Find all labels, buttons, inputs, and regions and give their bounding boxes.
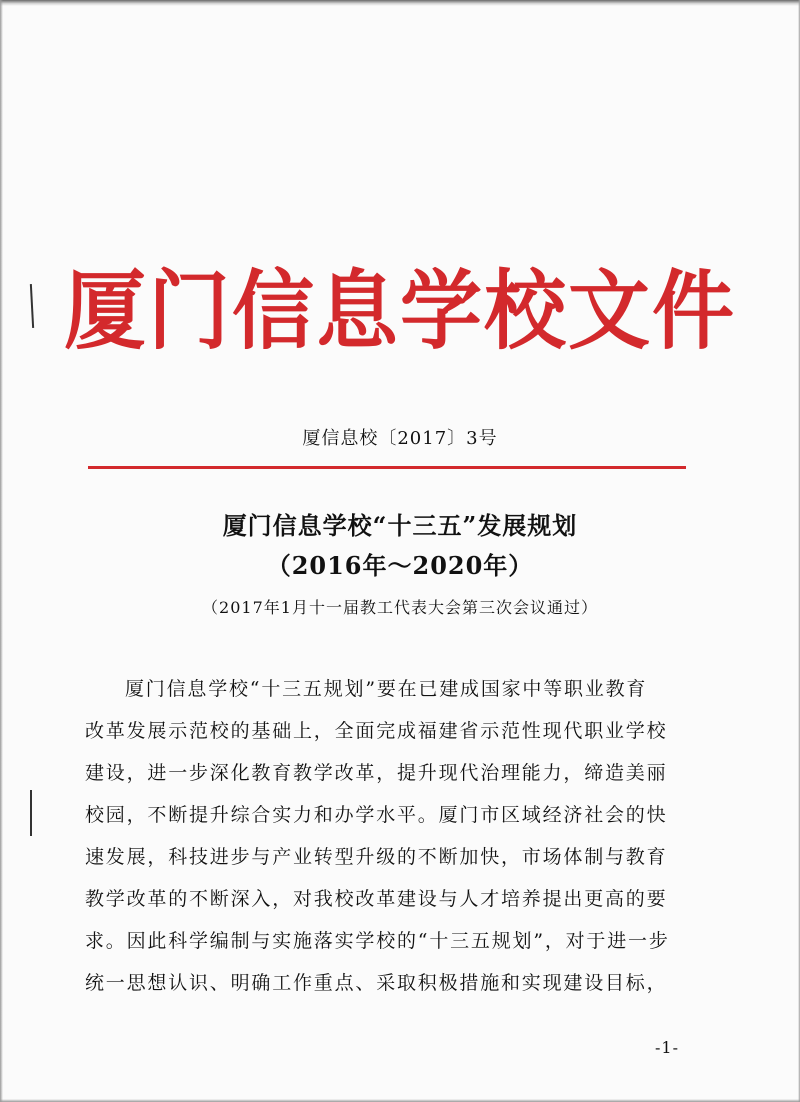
body-line: 校园，不断提升综合实力和办学水平。厦门市区域经济社会的快 [85,804,668,826]
body-line: 改革发展示范校的基础上，全面完成福建省示范性现代职业学校 [85,720,668,742]
body-line: 建设，进一步深化教育教学改革，提升现代治理能力，缔造美丽 [85,762,668,784]
margin-mark [30,790,32,836]
body-line: 统一思想认识、明确工作重点、采取积极措施和实现建设目标， [85,972,668,994]
document-masthead: 厦门信息学校文件 [63,261,736,362]
document-title-years: （2016年～2020年） [266,551,534,580]
body-line: 教学改革的不断深入，对我校改革建设与人才培养提出更高的要 [85,888,668,910]
body-line: 求。因此科学编制与实施落实学校的“十三五规划”，对于进一步 [85,930,670,952]
body-line: 速发展，科技进步与产业转型升级的不断加快，市场体制与教育 [85,846,668,868]
document-number: 厦信息校〔2017〕3号 [302,428,498,449]
adoption-note: （2017年1月十一届教工代表大会第三次会议通过） [202,598,598,617]
masthead-red-rule [88,466,686,469]
scan-edge-top [0,0,800,6]
page-number: -1- [655,1038,679,1057]
body-line: 厦门信息学校“十三五规划”要在已建成国家中等职业教育 [125,678,648,700]
body-paragraph [85,668,705,1004]
document-title: 厦门信息学校“十三五”发展规划 [222,511,578,540]
